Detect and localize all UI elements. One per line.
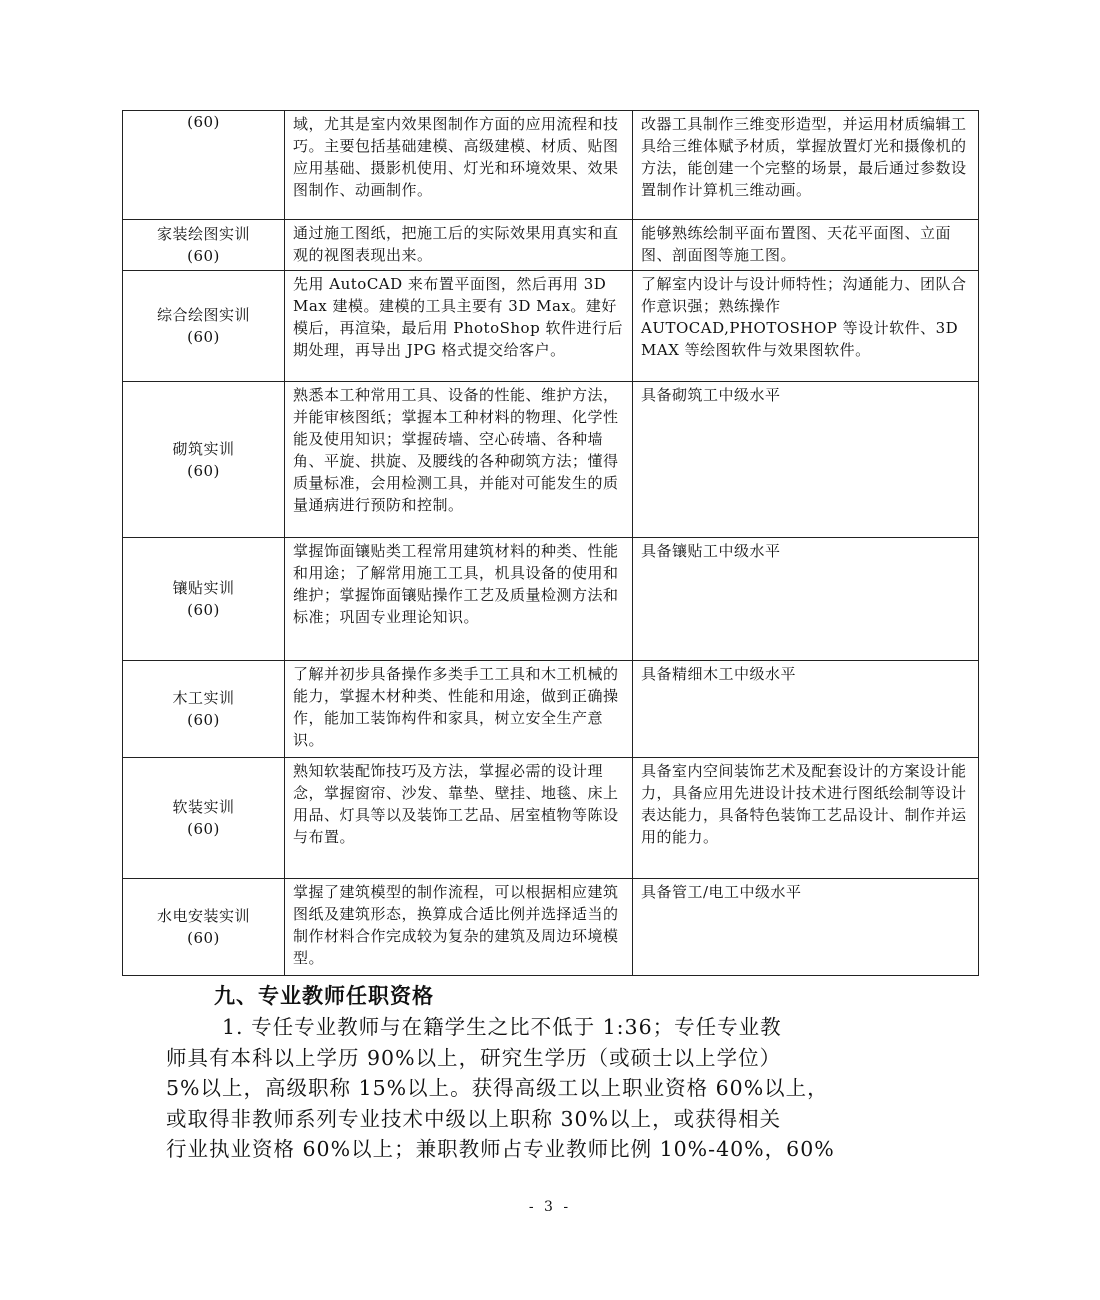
course-requirement-cell: 具备室内空间装饰艺术及配套设计的方案设计能力，具备应用先进设计技术进行图纸绘制等设计表达能力，具备特色装饰工艺品设计、制作并运用的能力。 bbox=[633, 758, 979, 879]
course-requirement-cell: 改器工具制作三维变形造型，并运用材质编辑工具给三维体赋予材质，掌握放置灯光和摄像机的方法，能创建一个完整的场景，最后通过参数设置制作计算机三维动画。 bbox=[633, 111, 979, 220]
course-hours: (60) bbox=[187, 461, 220, 480]
table-row bbox=[123, 111, 979, 220]
course-requirement-cell: 具备镶贴工中级水平 bbox=[633, 538, 979, 661]
course-name: 砌筑实训 bbox=[172, 439, 235, 458]
section-heading: 九、专业教师任职资格 bbox=[214, 984, 434, 1008]
paragraph-line: 行业执业资格 60%以上；兼职教师占专业教师比例 10%-40%，60% bbox=[166, 1137, 835, 1161]
course-content-cell: 先用 AutoCAD 来布置平面图，然后再用 3D Max 建模。建模的工具主要有 3D Max。建好模后，再渲染，最后用 PhotoShop 软件进行后期处理，再导出 JPG 格式提交给客户。 bbox=[285, 271, 633, 382]
course-content-cell: 通过施工图纸，把施工后的实际效果用真实和直观的视图表现出来。 bbox=[285, 220, 633, 271]
course-name-cell bbox=[123, 758, 285, 879]
course-name: 木工实训 bbox=[172, 689, 235, 707]
course-name: 家装绘图实训 bbox=[156, 225, 250, 243]
paragraph-line: 5%以上，高级职称 15%以上。获得高级工以上职业资格 60%以上， bbox=[166, 1076, 829, 1100]
paragraph-line: 或取得非教师系列专业技术中级以上职称 30%以上，或获得相关 bbox=[166, 1106, 782, 1131]
course-content-cell: 掌握了建筑模型的制作流程，可以根据相应建筑图纸及建筑形态，换算成合适比例并选择适当的制作材料合作完成较为复杂的建筑及周边环境模型。 bbox=[285, 879, 633, 976]
table-row bbox=[123, 661, 979, 758]
course-hours: (60) bbox=[187, 711, 220, 729]
course-content-cell: 掌握饰面镶贴类工程常用建筑材料的种类、性能和用途；了解常用施工工具，机具设备的使用和维护；掌握饰面镶贴操作工艺及质量检测方法和标准；巩固专业理论知识。 bbox=[285, 538, 633, 661]
course-name-cell bbox=[123, 879, 285, 976]
course-name-cell bbox=[123, 538, 285, 661]
course-hours: (60) bbox=[187, 820, 220, 838]
course-hours: (60) bbox=[187, 601, 220, 619]
qualification-paragraph bbox=[166, 1012, 946, 1165]
course-requirement-cell: 具备管工/电工中级水平 bbox=[633, 879, 979, 976]
course-hours: (60) bbox=[187, 247, 220, 265]
table-row bbox=[123, 271, 979, 382]
course-requirement-cell: 了解室内设计与设计师特性；沟通能力、团队合作意识强；熟练操作 AUTOCAD,PHOTOSHOP 等设计软件、3D MAX 等绘图软件与效果图软件。 bbox=[633, 271, 979, 382]
table-row bbox=[123, 758, 979, 879]
course-name-cell bbox=[123, 111, 285, 220]
table-row bbox=[123, 220, 979, 271]
course-name-cell bbox=[123, 220, 285, 271]
course-requirement-cell: 具备砌筑工中级水平 bbox=[633, 382, 979, 538]
course-name: 水电安装实训 bbox=[156, 907, 250, 925]
course-hours: (60) bbox=[187, 328, 220, 346]
course-content-cell: 域，尤其是室内效果图制作方面的应用流程和技巧。主要包括基础建模、高级建模、材质、贴图应用基础、摄影机使用、灯光和环境效果、效果图制作、动画制作。 bbox=[285, 111, 633, 220]
course-name-cell bbox=[123, 382, 285, 538]
course-name: 镶贴实训 bbox=[172, 579, 235, 597]
course-hours: (60) bbox=[187, 929, 220, 947]
course-name-cell bbox=[123, 661, 285, 758]
table-row bbox=[123, 538, 979, 661]
course-requirement-cell: 能够熟练绘制平面布置图、天花平面图、立面图、剖面图等施工图。 bbox=[633, 220, 979, 271]
course-requirement-cell: 具备精细木工中级水平 bbox=[633, 661, 979, 758]
page-number: - 3 - bbox=[528, 1199, 572, 1215]
course-name-cell bbox=[123, 271, 285, 382]
training-course-table bbox=[122, 110, 979, 976]
table-row bbox=[123, 382, 979, 538]
paragraph-line: 1. 专任专业教师与在籍学生之比不低于 1:36；专任专业教 bbox=[222, 1015, 782, 1039]
course-content-cell: 了解并初步具备操作多类手工工具和木工机械的能力，掌握木材种类、性能和用途，做到正确操作，能加工装饰构件和家具，树立安全生产意识。 bbox=[285, 661, 633, 758]
course-name: 综合绘图实训 bbox=[156, 306, 250, 324]
course-hours: (60) bbox=[187, 113, 220, 131]
paragraph-line: 师具有本科以上学历 90%以上，研究生学历（或硕士以上学位） bbox=[166, 1045, 782, 1070]
course-name: 软装实训 bbox=[172, 798, 235, 816]
table-row bbox=[123, 879, 979, 976]
course-content-cell: 熟悉本工种常用工具、设备的性能、维护方法，并能审核图纸；掌握本工种材料的物理、化学性能及使用知识；掌握砖墙、空心砖墙、各种墙角、平旋、拱旋、及腰线的各种砌筑方法；懂得质量标准，会用检测工具，并能对可能发生的质量通病进行预防和控制。 bbox=[285, 382, 633, 538]
course-content-cell: 熟知软装配饰技巧及方法，掌握必需的设计理念，掌握窗帘、沙发、靠垫、壁挂、地毯、床上用品、灯具等以及装饰工艺品、居室植物等陈设与布置。 bbox=[285, 758, 633, 879]
